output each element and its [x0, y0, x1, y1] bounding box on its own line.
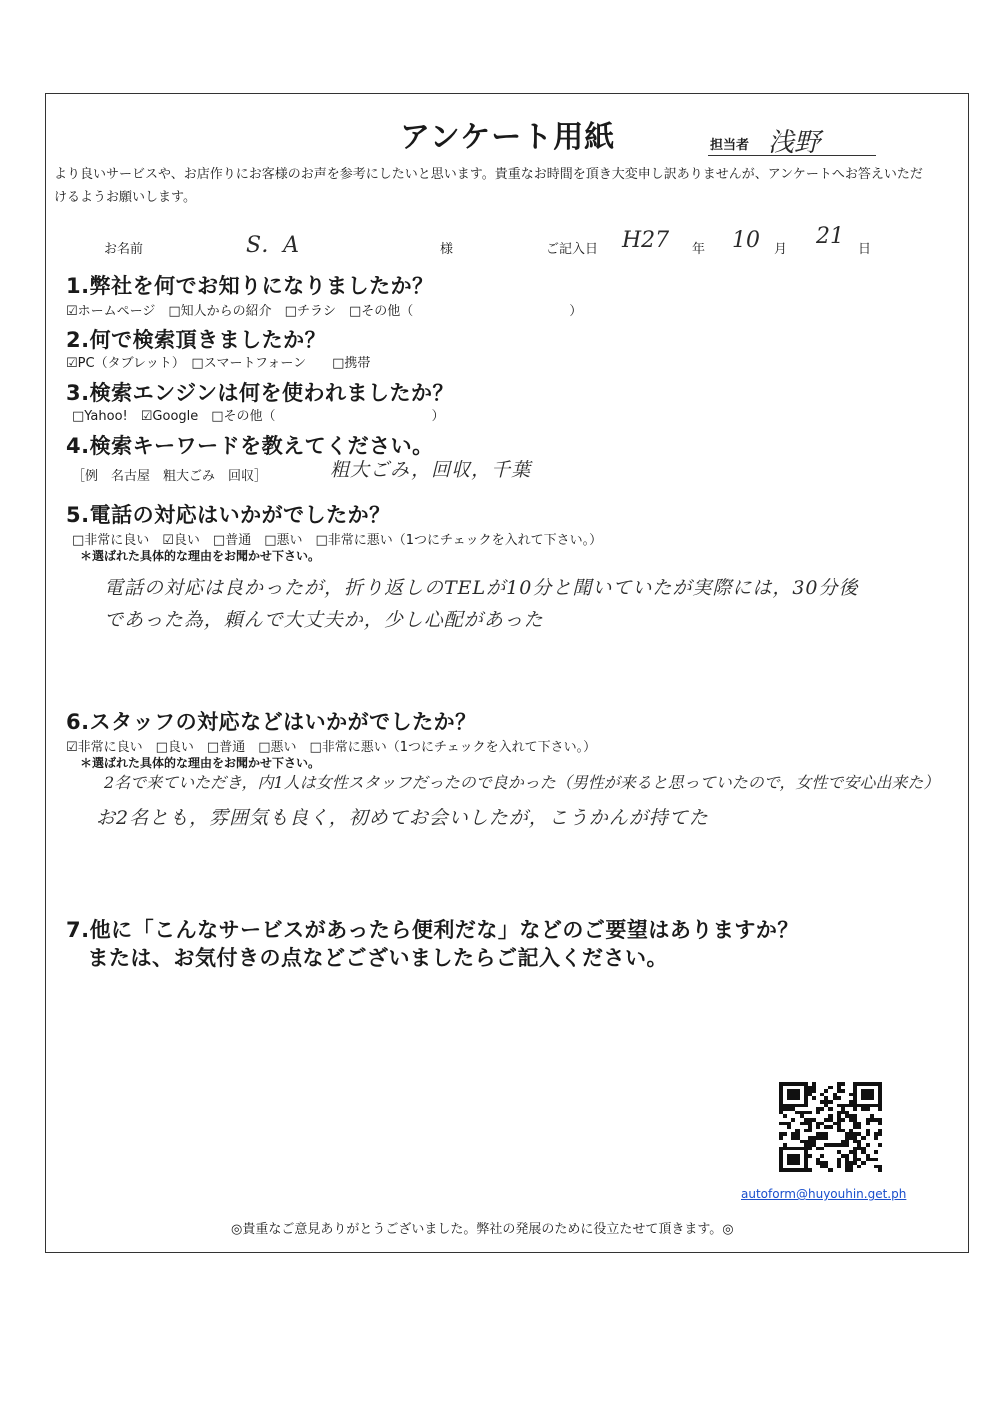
q4-answer[interactable]: 粗大ごみ，回収，千葉 — [330, 459, 532, 481]
qr-code-icon[interactable] — [779, 1082, 882, 1172]
intro-text: より良いサービスや、お店作りにお客様のお声を参考にしたいと思います。貴重なお時間を頂き大変申し訳ありませんが、アンケートへお答えいただけるようお願いします。 — [54, 167, 923, 205]
contact-email-link[interactable]: autoform@huyouhin.get.ph — [741, 1187, 907, 1201]
era-year-value[interactable]: H27 — [622, 228, 670, 253]
q5-answer-line-2[interactable]: であった為，頼んで大丈夫か，少し心配があった — [104, 609, 544, 631]
q6-answer-line-2[interactable]: お2名とも，雰囲気も良く，初めてお会いしたが，こうかんが持てた — [96, 807, 709, 829]
q6-answer-line-1[interactable]: 2名で来ていただき，内1人は女性スタッフだったので良かった（男性が来ると思っていたので，女性で安心出来た） — [104, 773, 940, 792]
q4-example: ［例 名古屋 粗大ごみ 回収］ — [72, 469, 268, 484]
q1-options[interactable]: ☑ホームページ □知人からの紹介 □チラシ □その他（ ） — [66, 304, 583, 319]
day-label: 日 — [858, 242, 872, 257]
q2-options[interactable]: ☑PC（タブレット） □スマートフォーン □携帯 — [66, 356, 371, 371]
name-label: お名前 — [104, 242, 144, 257]
q6-options[interactable]: ☑非常に良い □良い □普通 □悪い □非常に悪い（1つにチェックを入れて下さい。） — [66, 740, 597, 755]
month-value[interactable]: 10 — [732, 228, 760, 253]
q5-reason-note: ＊選ばれた具体的な理由をお聞かせ下さい。 — [80, 549, 321, 563]
date-label: ご記入日 — [546, 242, 599, 257]
q5-answer-line-1[interactable]: 電話の対応は良かったが，折り返しのTELが10分と聞いていたが実際には，30分後 — [104, 577, 859, 599]
staff-name: 浅野 — [768, 128, 821, 158]
name-value[interactable]: S．A — [246, 233, 299, 258]
q4-title: 4.検索キーワードを教えてください。 — [66, 434, 434, 458]
staff-underline — [708, 155, 876, 156]
q6-reason-note: ＊選ばれた具体的な理由をお聞かせ下さい。 — [80, 756, 321, 770]
form-border — [45, 93, 969, 1253]
day-value[interactable]: 21 — [816, 224, 844, 249]
month-label: 月 — [774, 242, 788, 257]
year-label: 年 — [692, 242, 706, 257]
footer-thanks: ◎貴重なご意見ありがとうございました。弊社の発展のために役立たせて頂きます。◎ — [231, 1222, 734, 1237]
q5-title: 5.電話の対応はいかがでしたか？ — [66, 503, 391, 527]
form-title: アンケート用紙 — [400, 120, 616, 155]
q7-title-line-1: 7.他に「こんなサービスがあったら便利だな」などのご要望はありますか？ — [66, 918, 799, 942]
q6-title: 6.スタッフの対応などはいかがでしたか？ — [66, 710, 477, 734]
q1-title: 1.弊社を何でお知りになりましたか？ — [66, 274, 434, 298]
q2-title: 2.何で検索頂きましたか？ — [66, 328, 327, 352]
q3-title: 3.検索エンジンは何を使われましたか？ — [66, 381, 455, 405]
honorific-label: 様 — [440, 242, 454, 257]
staff-label: 担当者 — [710, 138, 750, 153]
q7-title-line-2: または、お気付きの点などございましたらご記入ください。 — [66, 946, 668, 970]
q5-options[interactable]: □非常に良い ☑良い □普通 □悪い □非常に悪い（1つにチェックを入れて下さい。） — [72, 533, 603, 548]
q3-options[interactable]: □Yahoo! ☑Google □その他（ ） — [72, 409, 445, 424]
